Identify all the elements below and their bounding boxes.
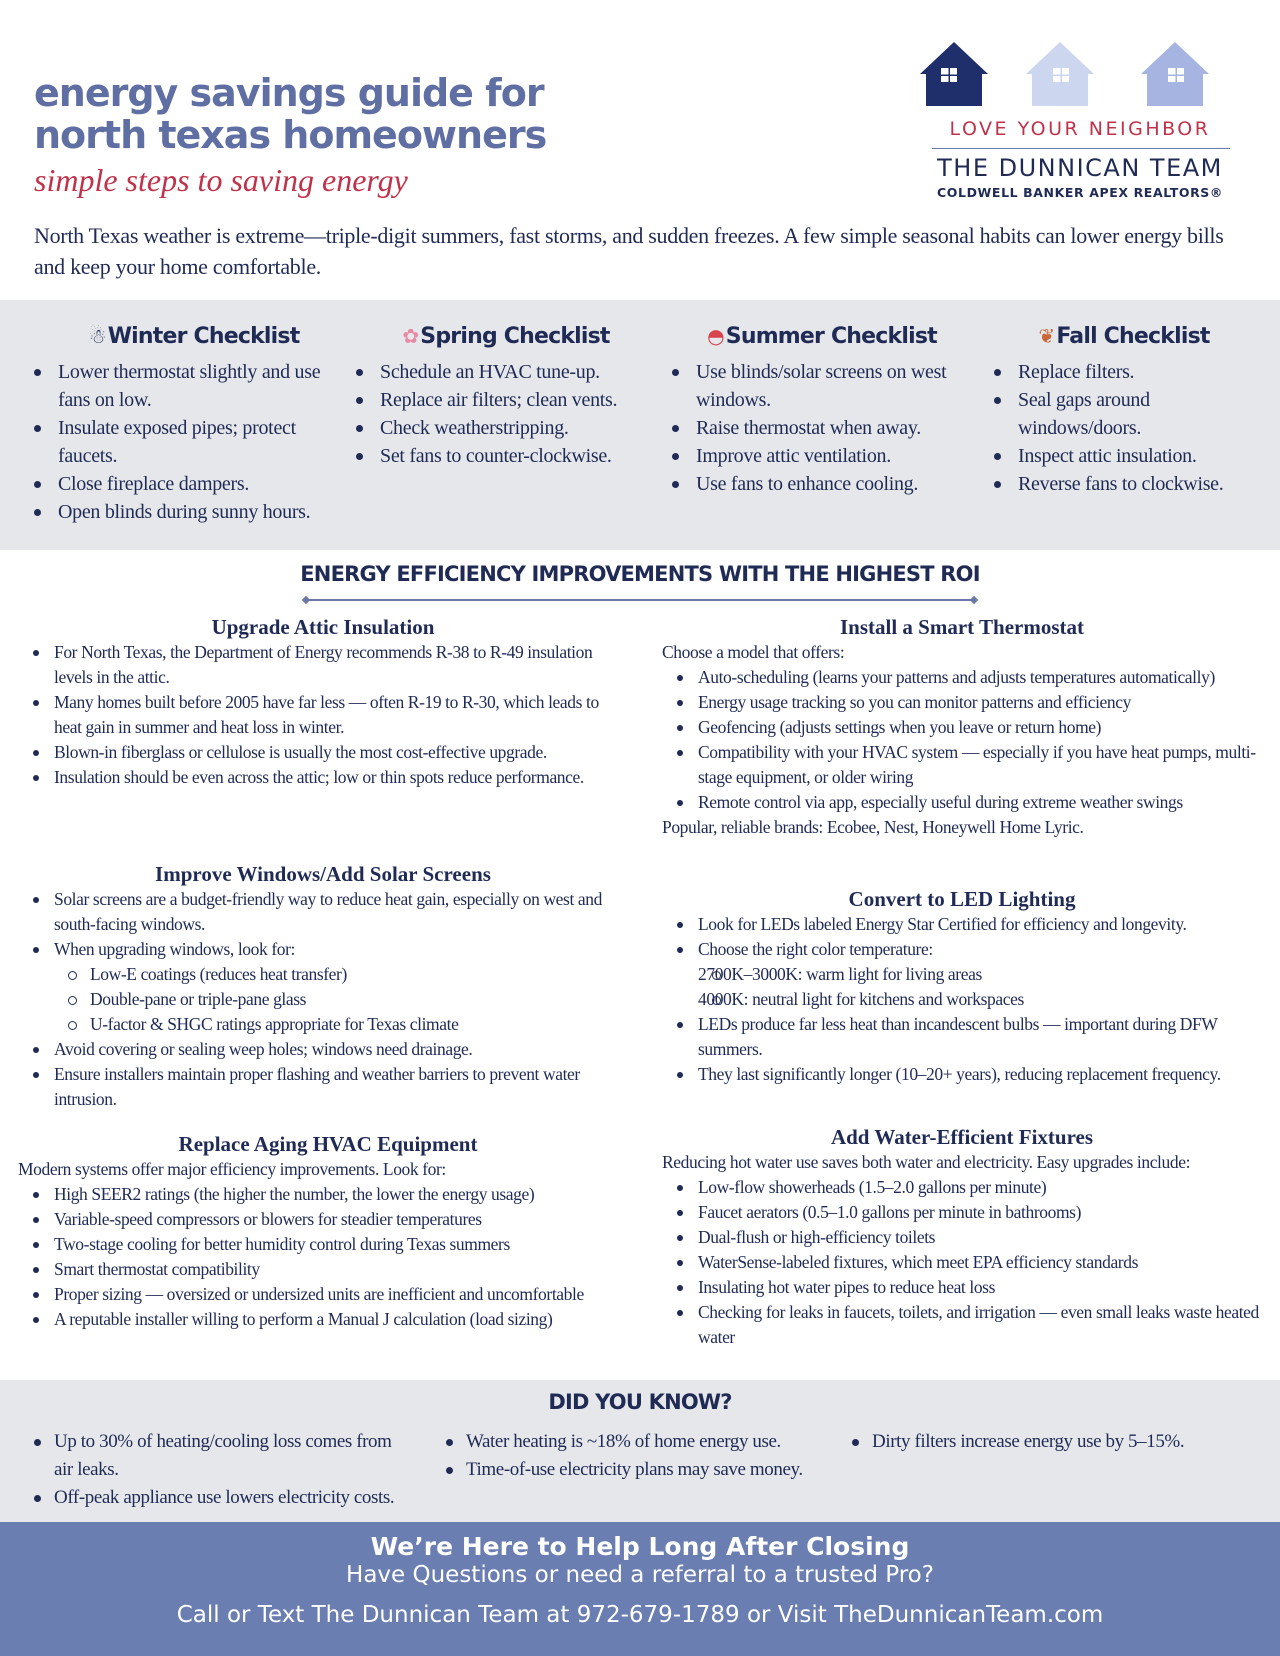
list-item: High SEER2 ratings (the higher the number, the lower the energy usage) [18,1182,638,1207]
list-item: Look for LEDs labeled Energy Star Certified for efficiency and longevity. [662,912,1262,937]
list-item: Compatibility with your HVAC system — especially if you have heat pumps, multi-stage equipment, or older wiring [662,740,1262,790]
houses-logo-icon [920,40,1240,116]
list-item: Lower thermostat slightly and use fans on low. [34,358,354,414]
list-item: Schedule an HVAC tune-up. [356,358,656,386]
list-item: Solar screens are a budget-friendly way to reduce heat gain, especially on west and south-facing windows. [18,887,628,937]
list-item: Use fans to enhance cooling. [672,470,972,498]
fall-checklist [994,318,1254,498]
list-item: Replace air filters; clean vents. [356,386,656,414]
list-item: Many homes built before 2005 have far less — often R-19 to R-30, which leads to heat gain in summer and heat loss in winter. [18,690,628,740]
list-item: When upgrading windows, look for: [18,937,628,962]
did-you-know-column-3 [852,1428,1272,1456]
list-item: They last significantly longer (10–20+ years), reducing replacement frequency. [662,1062,1262,1087]
header [0,0,1280,300]
list-item: Reverse fans to clockwise. [994,470,1254,498]
list-item: Improve attic ventilation. [672,442,972,470]
list-item: Proper sizing — oversized or undersized units are inefficient and uncomfortable [18,1282,638,1307]
list-item: Blown-in fiberglass or cellulose is usually the most cost-effective upgrade. [18,740,628,765]
sub-list-item: 4000K: neutral light for kitchens and workspaces [662,987,1262,1012]
section-heading: Improve Windows/Add Solar Screens [155,862,491,886]
list-item: Dirty filters increase energy use by 5–15%. [852,1428,1272,1456]
checklist-title: ✿ Spring Checklist [402,323,610,349]
seasonal-checklists [0,300,1280,550]
list-item: Geofencing (adjusts settings when you leave or return home) [662,715,1262,740]
section-heading: Replace Aging HVAC Equipment [178,1132,478,1156]
house-icon-light [1026,42,1094,106]
logo-team-name: THE DUNNICAN TEAM [937,154,1223,182]
list-item: Raise thermostat when away. [672,414,972,442]
spring-checklist [356,318,656,470]
water-fixtures-section [662,1124,1262,1350]
logo-tagline: LOVE YOUR NEIGHBOR [949,118,1211,140]
section-intro: Modern systems offer major efficiency improvements. Look for: [18,1159,446,1179]
leaf-icon: ❦ [1038,324,1055,348]
list-item: WaterSense-labeled fixtures, which meet EPA efficiency standards [662,1250,1262,1275]
snowman-icon: ☃ [88,324,106,348]
page-subtitle: simple steps to saving energy [34,162,408,198]
section-intro: Reducing hot water use saves both water and electricity. Easy upgrades include: [662,1152,1191,1172]
did-you-know-column-2 [446,1428,836,1484]
list-item: Open blinds during sunny hours. [34,498,354,526]
team-logo [920,40,1240,210]
list-item: Remote control via app, especially useful during extreme weather swings [662,790,1262,815]
section-heading: Upgrade Attic Insulation [211,615,435,639]
hvac-section [18,1131,638,1332]
list-item: Dual-flush or high-efficiency toilets [662,1225,1262,1250]
list-item: LEDs produce far less heat than incandescent bulbs — important during DFW summers. [662,1012,1262,1062]
page-title [34,72,654,156]
windows-section [18,861,628,1112]
section-heading: Convert to LED Lighting [848,887,1076,911]
flower-icon: ✿ [402,324,419,348]
list-item: Check weatherstripping. [356,414,656,442]
footer-headline: We’re Here to Help Long After Closing [370,1532,910,1561]
title-line-2: north texas homeowners [34,113,547,157]
title-line-1: energy savings guide for [34,71,544,115]
did-you-know-section [0,1380,1280,1522]
footer-question: Have Questions or need a referral to a trusted Pro? [346,1562,934,1588]
list-item: Set fans to counter-clockwise. [356,442,656,470]
attic-insulation-section [18,614,628,790]
list-item: Auto-scheduling (learns your patterns and adjusts temperatures automatically) [662,665,1262,690]
section-outro: Popular, reliable brands: Ecobee, Nest, Honeywell Home Lyric. [662,817,1084,837]
did-you-know-title: DID YOU KNOW? [548,1390,732,1414]
list-item: Seal gaps around windows/doors. [994,386,1254,442]
sub-list-item: Double-pane or triple-pane glass [18,987,628,1012]
list-item: Checking for leaks in faucets, toilets, and irrigation — even small leaks waste heated water [662,1300,1262,1350]
watermelon-icon: ◓ [707,324,724,348]
sub-list-item: U-factor & SHGC ratings appropriate for Texas climate [18,1012,628,1037]
list-item: Replace filters. [994,358,1254,386]
roi-section-title: ENERGY EFFICIENCY IMPROVEMENTS WITH THE HIGHEST ROI [300,562,980,586]
list-item: For North Texas, the Department of Energy recommends R-38 to R-49 insulation levels in the attic. [18,640,628,690]
led-lighting-section [662,886,1262,1087]
summer-checklist [672,318,972,498]
logo-brokerage: COLDWELL BANKER APEX REALTORS® [937,185,1223,200]
footer-contact: Call or Text The Dunnican Team at 972-679-1789 or Visit TheDunnicanTeam.com [176,1602,1104,1628]
checklist-title: ☃ Winter Checklist [88,323,300,349]
list-item: Time-of-use electricity plans may save money. [446,1456,836,1484]
list-item: Variable-speed compressors or blowers for steadier temperatures [18,1207,638,1232]
footer [0,1522,1280,1656]
section-intro: Choose a model that offers: [662,642,845,662]
list-item: Smart thermostat compatibility [18,1257,638,1282]
list-item: Insulate exposed pipes; protect faucets. [34,414,354,470]
section-heading: Install a Smart Thermostat [839,615,1085,639]
logo-divider [932,148,1230,149]
list-item: Choose the right color temperature: [662,937,1262,962]
list-item: Inspect attic insulation. [994,442,1254,470]
list-item: Avoid covering or sealing weep holes; windows need drainage. [18,1037,628,1062]
roi-divider [306,599,974,601]
list-item: Water heating is ~18% of home energy use. [446,1428,836,1456]
list-item: Two-stage cooling for better humidity control during Texas summers [18,1232,638,1257]
list-item: Insulation should be even across the attic; low or thin spots reduce performance. [18,765,628,790]
list-item: Energy usage tracking so you can monitor patterns and efficiency [662,690,1262,715]
sub-list-item: 2700K–3000K: warm light for living areas [662,962,1262,987]
list-item: Off-peak appliance use lowers electricity costs. [34,1484,414,1512]
sub-list-item: Low-E coatings (reduces heat transfer) [18,962,628,987]
house-icon-medium [1141,42,1209,106]
intro-text: North Texas weather is extreme—triple-digit summers, fast storms, and sudden freezes. A few simple seasonal habits can lower energy bills and keep your home comfortable. [34,223,1224,279]
section-heading: Add Water-Efficient Fixtures [830,1125,1094,1149]
winter-checklist [34,318,354,526]
house-icon-dark [920,42,988,106]
list-item: Faucet aerators (0.5–1.0 gallons per minute in bathrooms) [662,1200,1262,1225]
checklist-title: ◓ Summer Checklist [707,323,937,349]
list-item: Use blinds/solar screens on west windows. [672,358,972,414]
list-item: Insulating hot water pipes to reduce heat loss [662,1275,1262,1300]
did-you-know-column-1 [34,1428,414,1512]
list-item: Close fireplace dampers. [34,470,354,498]
smart-thermostat-section [662,614,1262,840]
list-item: A reputable installer willing to perform a Manual J calculation (load sizing) [18,1307,638,1332]
list-item: Ensure installers maintain proper flashing and weather barriers to prevent water intrusion. [18,1062,628,1112]
list-item: Up to 30% of heating/cooling loss comes from air leaks. [34,1428,414,1484]
checklist-title: ❦ Fall Checklist [1038,323,1210,349]
list-item: Low-flow showerheads (1.5–2.0 gallons per minute) [662,1175,1262,1200]
